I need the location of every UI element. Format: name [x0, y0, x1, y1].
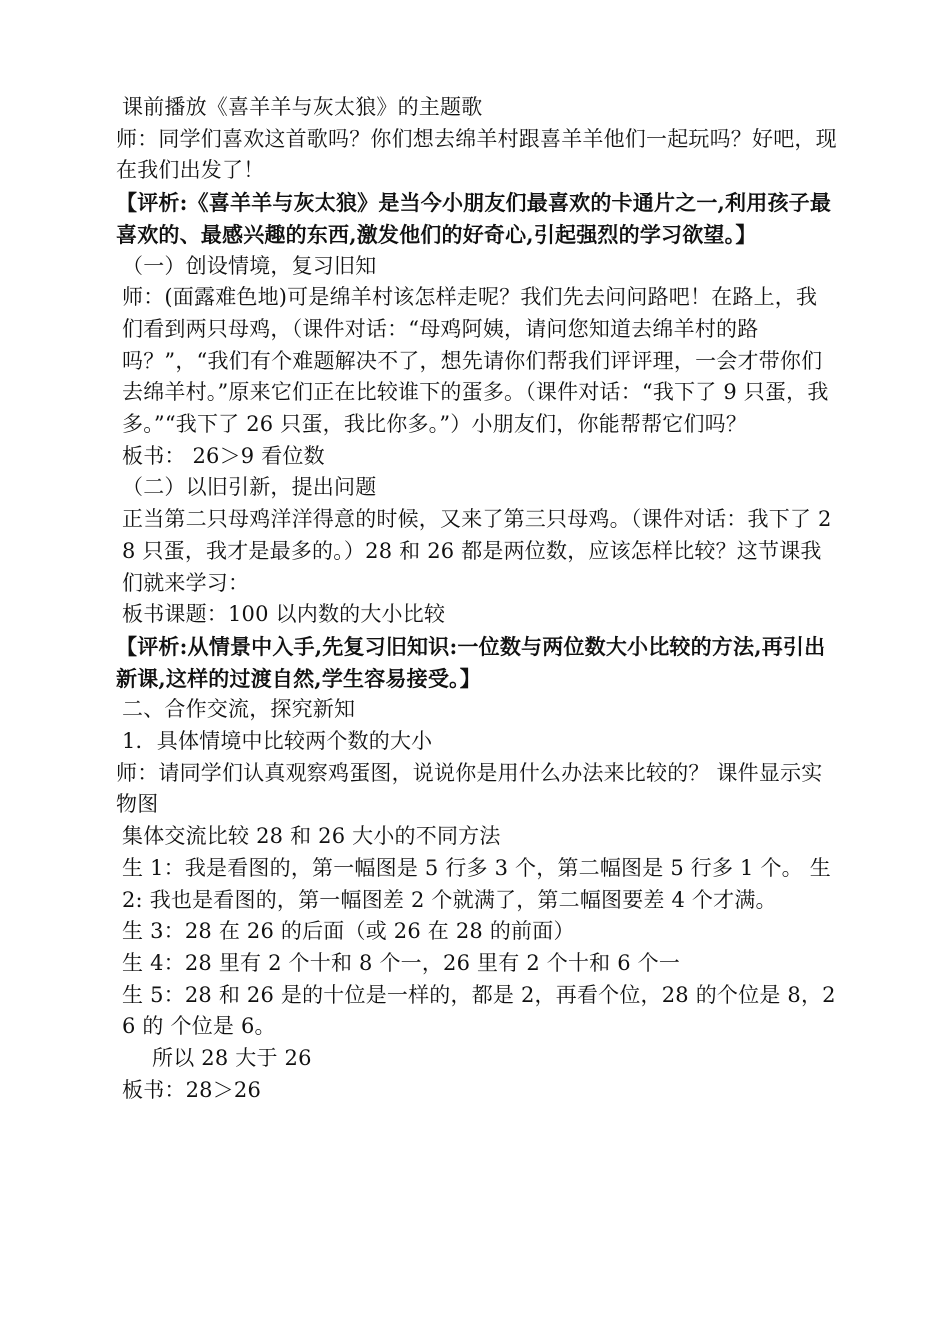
paragraph-teacher-story: 师：(面露难色地)可是绵羊村该怎样走呢？我们先去问问路吧！在路上，我们看到两只母鸡，（课件对话：“母鸡阿姨，请问您知道去绵羊村的路吗？”，“我们有个难题解决不了，想先请你们帮我们评评理，一会才带你们去绵羊村。”原来它们正在比较谁下的蛋多。（课件对话：“我下了 9 只蛋，我多。”“我下了 26 只蛋，我比你多。”）小朋友们，你能帮帮它们吗？ [122, 285, 829, 437]
paragraph-teacher-question: 师：同学们喜欢这首歌吗？你们想去绵羊村跟喜羊羊他们一起玩吗？好吧，现在我们出发了！ [116, 126, 837, 183]
paragraph-conclusion: 所以 28 大于 26 [152, 1046, 312, 1071]
paragraph-group-discussion: 集体交流比较 28 和 26 大小的不同方法 [122, 824, 501, 849]
paragraph-teacher-observe: 师：请同学们认真观察鸡蛋图，说说你是用什么办法来比较的？ 课件显示实物图 [116, 760, 823, 817]
section-heading-1: （一）创设情境，复习旧知 [122, 253, 377, 278]
paragraph-intro-song: 课前播放《喜羊羊与灰太狼》的主题歌 [122, 95, 483, 119]
paragraph-student-1-2: 生 1：我是看图的，第一幅图是 5 行多 3 个，第二幅图是 5 行多 1 个。 生 2: 我也是看图的，第一幅图差 2 个就满了，第二幅图要差 4 个才满。 [122, 855, 831, 912]
paragraph-student-5: 生 5：28 和 26 是的十位是一样的，都是 2，再看个位，28 的个位是 8，26 的 个位是 6。 [122, 982, 836, 1039]
paragraph-student-3: 生 3：28 在 26 的后面（或 26 在 28 的前面） [122, 919, 575, 944]
paragraph-commentary-2: 【评析:从情景中入手,先复习旧知识:一位数与两位数大小比较的方法,再引出新课,这样的过渡自然,学生容易接受。】 [116, 633, 826, 691]
paragraph-commentary-1: 【评析:《喜羊羊与灰太狼》是当今小朋友们最喜欢的卡通片之一,利用孩子最喜欢的、最感兴趣的东西,激发他们的好奇心,引起强烈的学习欲望。】 [116, 190, 832, 247]
lesson-text [116, 92, 838, 1107]
subsection-heading-1: 1．具体情境中比较两个数的大小 [122, 729, 433, 754]
paragraph-third-hen: 正当第二只母鸡洋洋得意的时候，又来了第三只母鸡。（课件对话：我下了 28 只蛋，我才是最多的。）28 和 26 都是两位数，应该怎样比较？这节课我们就来学习： [122, 507, 832, 595]
paragraph-board-2: 板书：28＞26 [122, 1077, 262, 1102]
paragraph-board-title: 板书课题：100 以内数的大小比较 [122, 602, 446, 627]
section-heading-2: （二）以旧引新，提出问题 [122, 475, 377, 500]
section-heading-3: 二、合作交流，探究新知 [122, 697, 356, 722]
paragraph-student-4: 生 4：28 里有 2 个十和 8 个一，26 里有 2 个十和 6 个一 [122, 950, 681, 975]
paragraph-board-1: 板书： 26＞9 看位数 [122, 443, 325, 468]
